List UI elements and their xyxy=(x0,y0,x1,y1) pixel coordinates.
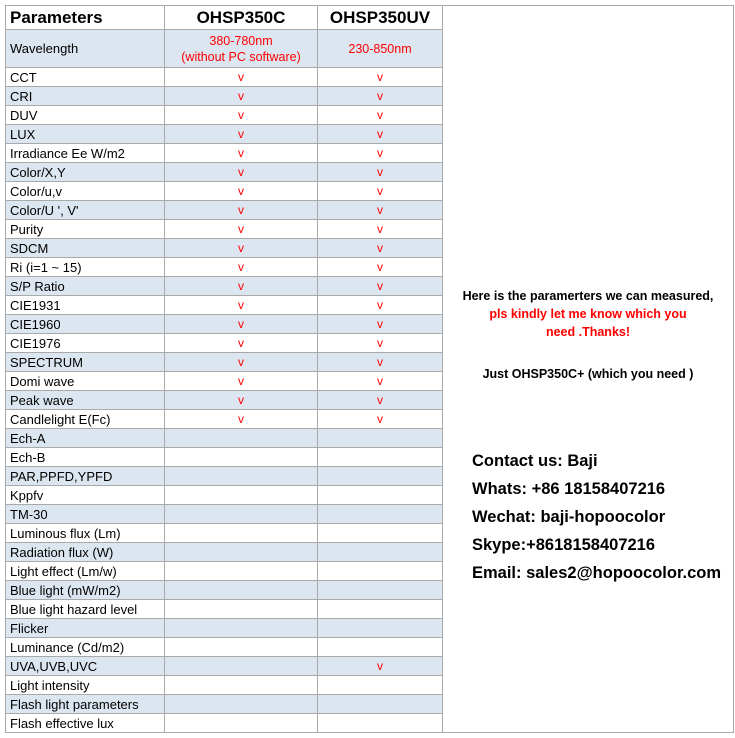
check-ohsp350c xyxy=(165,486,318,505)
check-ohsp350uv: v xyxy=(318,125,443,144)
notice-line-2: pls kindly let me know which you xyxy=(489,307,687,321)
param-label: CCT xyxy=(6,68,165,87)
check-ohsp350uv: v xyxy=(318,296,443,315)
check-ohsp350c xyxy=(165,638,318,657)
check-ohsp350c xyxy=(165,619,318,638)
check-ohsp350c xyxy=(165,543,318,562)
check-ohsp350uv: v xyxy=(318,144,443,163)
param-label: Purity xyxy=(6,220,165,239)
wavelength-c xyxy=(165,30,318,68)
param-label: CIE1931 xyxy=(6,296,165,315)
check-ohsp350c xyxy=(165,695,318,714)
param-label: SDCM xyxy=(6,239,165,258)
check-ohsp350uv xyxy=(318,467,443,486)
check-ohsp350uv: v xyxy=(318,391,443,410)
check-ohsp350uv: v xyxy=(318,258,443,277)
check-ohsp350c: v xyxy=(165,106,318,125)
param-label: S/P Ratio xyxy=(6,277,165,296)
check-ohsp350c: v xyxy=(165,410,318,429)
param-label: CIE1960 xyxy=(6,315,165,334)
param-label: Flash effective lux xyxy=(6,714,165,733)
check-ohsp350uv xyxy=(318,676,443,695)
param-label: Flicker xyxy=(6,619,165,638)
check-ohsp350c: v xyxy=(165,125,318,144)
param-label: UVA,UVB,UVC xyxy=(6,657,165,676)
check-ohsp350c: v xyxy=(165,163,318,182)
wavelength-uv: 230-850nm xyxy=(318,30,443,68)
param-label: Kppfv xyxy=(6,486,165,505)
check-ohsp350c: v xyxy=(165,220,318,239)
param-label: Ech-B xyxy=(6,448,165,467)
param-label: CIE1976 xyxy=(6,334,165,353)
check-ohsp350uv: v xyxy=(318,220,443,239)
wavelength-c-note: (without PC software) xyxy=(181,49,301,64)
check-ohsp350c xyxy=(165,467,318,486)
check-ohsp350c xyxy=(165,714,318,733)
param-label: Flash light parameters xyxy=(6,695,165,714)
check-ohsp350uv: v xyxy=(318,315,443,334)
check-ohsp350c: v xyxy=(165,334,318,353)
info-panel xyxy=(443,6,734,733)
param-label: Candlelight E(Fc) xyxy=(6,410,165,429)
param-label: Light effect (Lm/w) xyxy=(6,562,165,581)
param-label: CRI xyxy=(6,87,165,106)
check-ohsp350uv xyxy=(318,524,443,543)
param-label: PAR,PPFD,YPFD xyxy=(6,467,165,486)
contact-name: Contact us: Baji xyxy=(472,452,598,470)
check-ohsp350uv: v xyxy=(318,163,443,182)
check-ohsp350c: v xyxy=(165,391,318,410)
check-ohsp350uv xyxy=(318,600,443,619)
header-parameters: Parameters xyxy=(6,6,165,30)
param-label: TM-30 xyxy=(6,505,165,524)
check-ohsp350uv: v xyxy=(318,410,443,429)
check-ohsp350uv: v xyxy=(318,353,443,372)
contact-skype: Skype:+8618158407216 xyxy=(472,536,656,554)
check-ohsp350uv xyxy=(318,505,443,524)
check-ohsp350uv: v xyxy=(318,239,443,258)
model-recommendation: Just OHSP350C+ (which you need ) xyxy=(482,367,694,381)
header-model-uv: OHSP350UV xyxy=(318,6,443,30)
param-label: Luminance (Cd/m2) xyxy=(6,638,165,657)
check-ohsp350c xyxy=(165,429,318,448)
check-ohsp350uv: v xyxy=(318,334,443,353)
check-ohsp350c xyxy=(165,600,318,619)
check-ohsp350uv xyxy=(318,543,443,562)
param-label: Radiation flux (W) xyxy=(6,543,165,562)
check-ohsp350c: v xyxy=(165,239,318,258)
check-ohsp350c: v xyxy=(165,182,318,201)
param-label: Ech-A xyxy=(6,429,165,448)
check-ohsp350c xyxy=(165,581,318,600)
check-ohsp350uv: v xyxy=(318,201,443,220)
check-ohsp350uv: v xyxy=(318,106,443,125)
param-label: Blue light (mW/m2) xyxy=(6,581,165,600)
check-ohsp350uv xyxy=(318,638,443,657)
header-model-c: OHSP350C xyxy=(165,6,318,30)
notice-text xyxy=(443,287,733,341)
contact-email: Email: sales2@hopoocolor.com xyxy=(472,564,721,582)
parameters-table xyxy=(5,5,734,733)
contact-info xyxy=(472,447,721,587)
check-ohsp350c xyxy=(165,562,318,581)
check-ohsp350c: v xyxy=(165,258,318,277)
param-label: DUV xyxy=(6,106,165,125)
check-ohsp350c: v xyxy=(165,87,318,106)
param-label: Color/u,v xyxy=(6,182,165,201)
check-ohsp350uv xyxy=(318,448,443,467)
param-label: Domi wave xyxy=(6,372,165,391)
check-ohsp350uv xyxy=(318,562,443,581)
wavelength-c-range: 380-780nm xyxy=(209,33,273,48)
check-ohsp350uv xyxy=(318,429,443,448)
param-label: Color/U ', V' xyxy=(6,201,165,220)
check-ohsp350c: v xyxy=(165,68,318,87)
contact-wechat: Wechat: baji-hopoocolor xyxy=(472,508,666,526)
param-label: Blue light hazard level xyxy=(6,600,165,619)
param-label: LUX xyxy=(6,125,165,144)
check-ohsp350uv: v xyxy=(318,68,443,87)
param-label: Irradiance Ee W/m2 xyxy=(6,144,165,163)
check-ohsp350uv xyxy=(318,581,443,600)
check-ohsp350uv: v xyxy=(318,277,443,296)
param-label: Luminous flux (Lm) xyxy=(6,524,165,543)
check-ohsp350c: v xyxy=(165,353,318,372)
check-ohsp350uv xyxy=(318,619,443,638)
param-label: Light intensity xyxy=(6,676,165,695)
check-ohsp350uv xyxy=(318,695,443,714)
contact-whatsapp: Whats: +86 18158407216 xyxy=(472,480,666,498)
check-ohsp350c: v xyxy=(165,372,318,391)
check-ohsp350uv: v xyxy=(318,87,443,106)
param-label: Color/X,Y xyxy=(6,163,165,182)
wavelength-label: Wavelength xyxy=(6,30,165,68)
check-ohsp350c xyxy=(165,448,318,467)
check-ohsp350c: v xyxy=(165,277,318,296)
check-ohsp350c xyxy=(165,676,318,695)
notice-line-3: need .Thanks! xyxy=(545,325,631,339)
check-ohsp350c xyxy=(165,505,318,524)
check-ohsp350c: v xyxy=(165,201,318,220)
check-ohsp350c: v xyxy=(165,315,318,334)
check-ohsp350c: v xyxy=(165,144,318,163)
check-ohsp350uv: v xyxy=(318,182,443,201)
check-ohsp350uv xyxy=(318,486,443,505)
check-ohsp350c: v xyxy=(165,296,318,315)
param-label: Peak wave xyxy=(6,391,165,410)
check-ohsp350uv xyxy=(318,714,443,733)
check-ohsp350uv: v xyxy=(318,657,443,676)
check-ohsp350c xyxy=(165,657,318,676)
param-label: SPECTRUM xyxy=(6,353,165,372)
param-label: Ri (i=1 ~ 15) xyxy=(6,258,165,277)
check-ohsp350uv: v xyxy=(318,372,443,391)
header-row xyxy=(6,6,734,30)
notice-line-1: Here is the paramerters we can measured, xyxy=(462,289,714,303)
check-ohsp350c xyxy=(165,524,318,543)
